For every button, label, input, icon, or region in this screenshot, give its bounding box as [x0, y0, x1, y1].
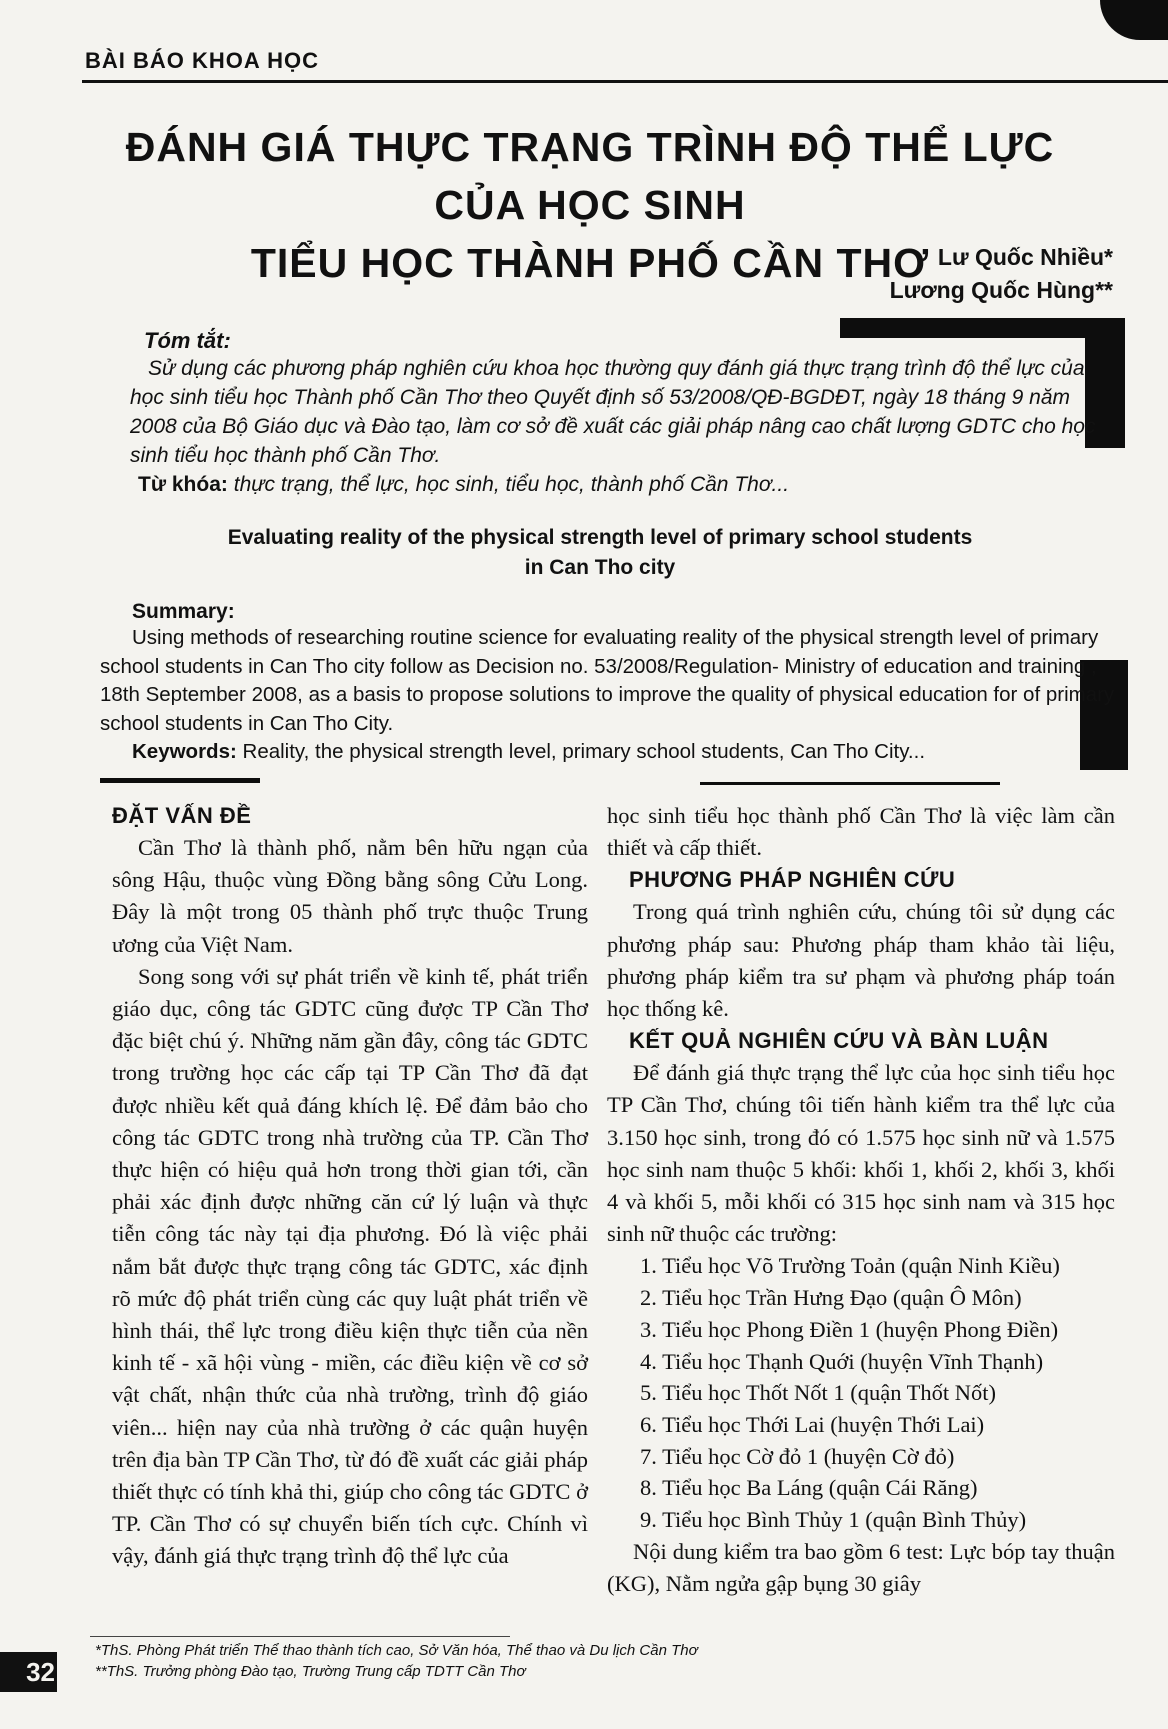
- list-item: 3. Tiểu học Phong Điền 1 (huyện Phong Điền): [640, 1316, 1059, 1342]
- keywords-line: [138, 470, 1120, 499]
- abstract-text: Sử dụng các phương pháp nghiên cứu khoa học thường quy đánh giá thực trạng trình độ thể lực của học sinh tiểu học Thành phố Cần Thơ theo Quyết định số 53/2008/QĐ-BGDĐT, ngày 18 tháng 9 năm 2008 của Bộ Giáo dục và Đào tạo, làm cơ sở đề xuất các giải pháp nâng cao chất lượng GDTC cho học sinh tiểu học thành phố Cần Thơ.: [130, 357, 1096, 467]
- keywords-text: thực trạng, thể lực, học sinh, tiểu học, thành phố Cần Thơ...: [233, 473, 790, 496]
- footnote-rule: [90, 1636, 510, 1637]
- body-paragraph: Song song với sự phát triển về kinh tế, phát triển giáo dục, công tác GDTC cũng được TP Cần Thơ đặc biệt chú ý. Những năm gần đây, công tác GDTC trong trường học các cấp tại TP Cần Thơ đã đạt được nhiều kết quả đáng khích lệ. Để đảm bảo cho công tác GDTC trong nhà trường của TP. Cần Thơ thực hiện có hiệu quả hơn trong thời gian tới, cần phải xác định được những căn cứ lý luận và thực tiễn công tác này tại địa phương. Đó là việc phải nắm bắt được thực trạng công tác GDTC, xác định rõ mức độ phát triển cùng các quy luật phát triển về hình thái, thể lực trong điều kiện thực tiễn của nền kinh tế - xã hội vùng - miền, các điều kiện về cơ sở vật chất, nhận thức của nhà trường, trình độ giáo viên... hiện nay của nhà trường ở các quận huyện trên địa bàn TP Cần Thơ, từ đó đề xuất các giải pháp thiết thực có tính khả thi, giúp cho công tác GDTC ở TP. Cần Thơ có sự chuyển biến tích cực. Chính vì vậy, đánh giá thực trạng trình độ thể lực của: [112, 963, 588, 1569]
- english-title-line-2: in Can Tho city: [524, 556, 676, 579]
- header-rule: [82, 80, 1168, 83]
- title-line-2: TIỂU HỌC THÀNH PHỐ CẦN THƠ: [250, 240, 930, 286]
- page-number: 32: [0, 1652, 57, 1692]
- scan-ink-corner: [1100, 0, 1168, 40]
- body-paragraph: Cần Thơ là thành phố, nằm bên hữu ngạn của sông Hậu, thuộc vùng Đồng bằng sông Cửu Long. Đây là một trong 05 thành phố trực thuộc Trung ương của Việt Nam.: [112, 835, 588, 957]
- author-name: Lư Quốc Nhiều*: [937, 244, 1113, 270]
- body-column-left: [112, 800, 588, 1573]
- summary-text: Using methods of researching routine science for evaluating reality of the physical strength level of primary school students in Can Tho city follow as Decision no. 53/2008/Regulation- Ministry of education and training , 18th September 2008, as a basis to propose solutions to improve the quality of physical education for of primary school students in Can Tho City.: [100, 626, 1115, 735]
- list-item: 4. Tiểu học Thạnh Quới (huyện Vĩnh Thạnh): [640, 1348, 1044, 1374]
- list-item: 1. Tiểu học Võ Trường Toản (quận Ninh Kiều): [640, 1253, 1060, 1279]
- summary-label: Summary:: [132, 600, 235, 623]
- abstract-label: Tóm tắt:: [144, 328, 231, 353]
- author-name: Lương Quốc Hùng**: [889, 277, 1113, 303]
- list-item: 7. Tiểu học Cờ đỏ 1 (huyện Cờ đỏ): [640, 1443, 955, 1469]
- english-title: [150, 523, 1050, 583]
- list-item: 2. Tiểu học Trần Hưng Đạo (quận Ô Môn): [640, 1285, 1022, 1311]
- title-line-1: ĐÁNH GIÁ THỰC TRẠNG TRÌNH ĐỘ THỂ LỰC CỦA HỌC SINH: [125, 124, 1055, 228]
- list-item: 6. Tiểu học Thới Lai (huyện Thới Lai): [640, 1411, 985, 1437]
- school-list: [607, 1250, 1115, 1535]
- body-paragraph: Nội dung kiểm tra bao gồm 6 test: Lực bóp tay thuận (KG), Nằm ngửa gập bụng 30 giây: [607, 1538, 1115, 1596]
- summary-keywords-line: [132, 738, 1120, 767]
- body-paragraph: Trong quá trình nghiên cứu, chúng tôi sử dụng các phương pháp sau: Phương pháp tham khảo tài liệu, phương pháp kiểm tra sư phạm và phương pháp toán học thống kê.: [607, 899, 1115, 1022]
- abstract-vi: [130, 328, 1120, 499]
- summary-en: [100, 600, 1120, 767]
- list-item: 9. Tiểu học Bình Thủy 1 (quận Bình Thủy): [640, 1507, 1027, 1533]
- body-paragraph: Để đánh giá thực trạng thể lực của học sinh tiểu học TP Cần Thơ, chúng tôi tiến hành kiểm tra thể lực của 3.150 học sinh, trong đó có 1.575 học sinh nữ và 1.575 học sinh nam thuộc 5 khối: khối 1, khối 2, khối 3, khối 4 và khối 5, mỗi khối có 315 học sinh nam và 315 học sinh nữ thuộc các trường:: [607, 1060, 1115, 1247]
- summary-keywords-label: Keywords:: [132, 740, 237, 763]
- footnote: *ThS. Phòng Phát triển Thể thao thành tích cao, Sở Văn hóa, Thể thao và Du lịch Cần Thơ: [95, 1642, 698, 1659]
- body-paragraph: học sinh tiểu học thành phố Cần Thơ là việc làm cần thiết và cấp thiết.: [607, 803, 1115, 861]
- section-label: BÀI BÁO KHOA HỌC: [85, 48, 319, 73]
- section-heading: PHƯƠNG PHÁP NGHIÊN CỨU: [629, 867, 956, 893]
- english-title-line-1: Evaluating reality of the physical strength level of primary school students: [227, 526, 973, 549]
- footnotes: [95, 1640, 895, 1682]
- footnote: **ThS. Trưởng phòng Đào tạo, Trường Trung cấp TDTT Cần Thơ: [95, 1663, 526, 1680]
- section-heading: KẾT QUẢ NGHIÊN CỨU VÀ BÀN LUẬN: [629, 1028, 1049, 1054]
- keywords-label: Từ khóa:: [138, 473, 228, 496]
- section-heading: ĐẶT VẤN ĐỀ: [112, 803, 252, 828]
- scan-strip: [700, 782, 1000, 785]
- scan-strip: [100, 778, 260, 783]
- summary-keywords-text: Reality, the physical strength level, primary school students, Can Tho City...: [242, 740, 926, 763]
- article-title: [110, 118, 1070, 292]
- list-item: 8. Tiểu học Ba Láng (quận Cái Răng): [640, 1475, 978, 1501]
- list-item: 5. Tiểu học Thốt Nốt 1 (quận Thốt Nốt): [640, 1380, 997, 1406]
- body-column-right: [607, 800, 1115, 1600]
